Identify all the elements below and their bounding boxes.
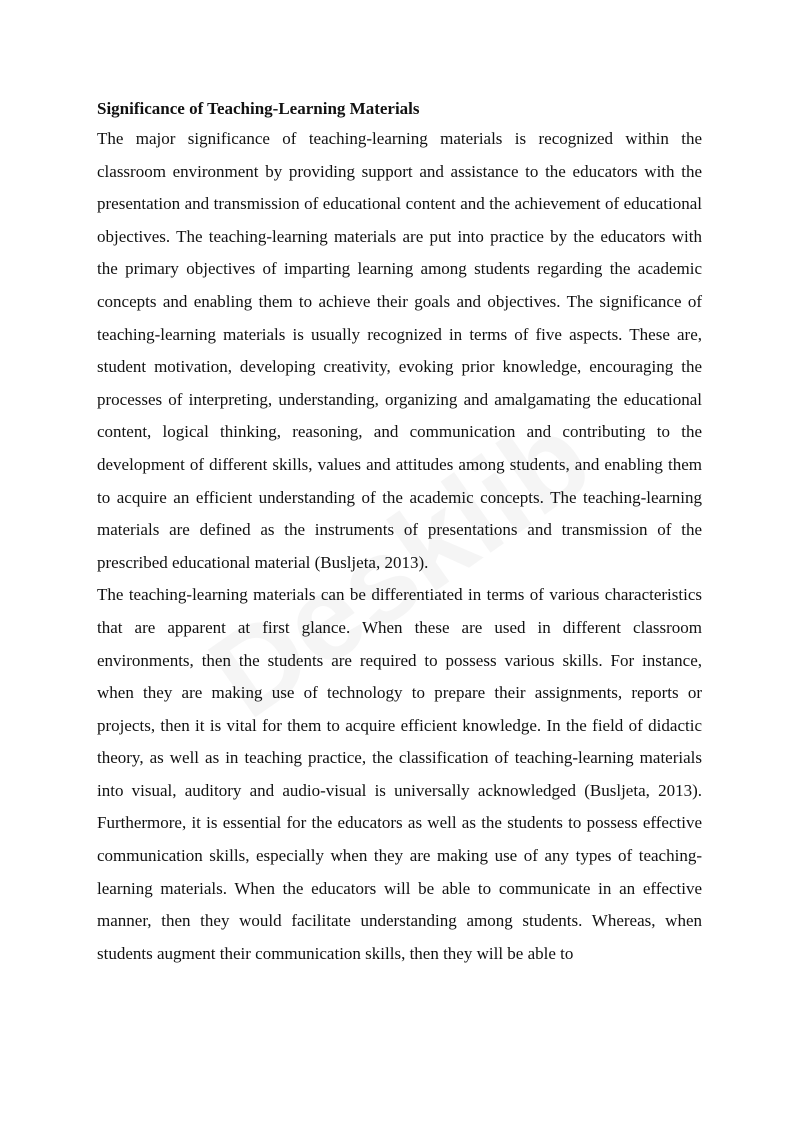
paragraph-1: The major significance of teaching-learning materials is recognized within the classroom environment by providing support and assistance to the educators with the presentation and transmission of educational content and the achievement of educational objectives. The teaching-learning materials are put into practice by the educators with the primary objectives of imparting learning among students regarding the academic concepts and enabling them to achieve their goals and objectives. The significance of teaching-learning materials is usually recognized in terms of five aspects. These are, student motivation, developing creativity, evoking prior knowledge, encouraging the processes of interpreting, understanding, organizing and amalgamating the educational content, logical thinking, reasoning, and communication and contributing to the development of different skills, values and attitudes among students, and enabling them to acquire an efficient understanding of the academic concepts. The teaching-learning materials are defined as the instruments of presentations and transmission of the prescribed educational material (Busljeta, 2013). (97, 129, 702, 572)
document-body (97, 94, 702, 970)
paragraph-2: The teaching-learning materials can be differentiated in terms of various characteristics that are apparent at first glance. When these are used in different classroom environments, then the students are required to possess various skills. For instance, when they are making use of technology to prepare their assignments, reports or projects, then it is vital for them to acquire efficient knowledge. In the field of didactic theory, as well as in teaching practice, the classification of teaching-learning materials into visual, auditory and audio-visual is universally acknowledged (Busljeta, 2013). Furthermore, it is essential for the educators as well as the students to possess effective communication skills, especially when they are making use of any types of teaching-learning materials. When the educators will be able to communicate in an effective manner, then they would facilitate understanding among students. Whereas, when students augment their communication skills, then they will be able to (97, 585, 702, 963)
section-heading: Significance of Teaching-Learning Materials (97, 99, 420, 118)
